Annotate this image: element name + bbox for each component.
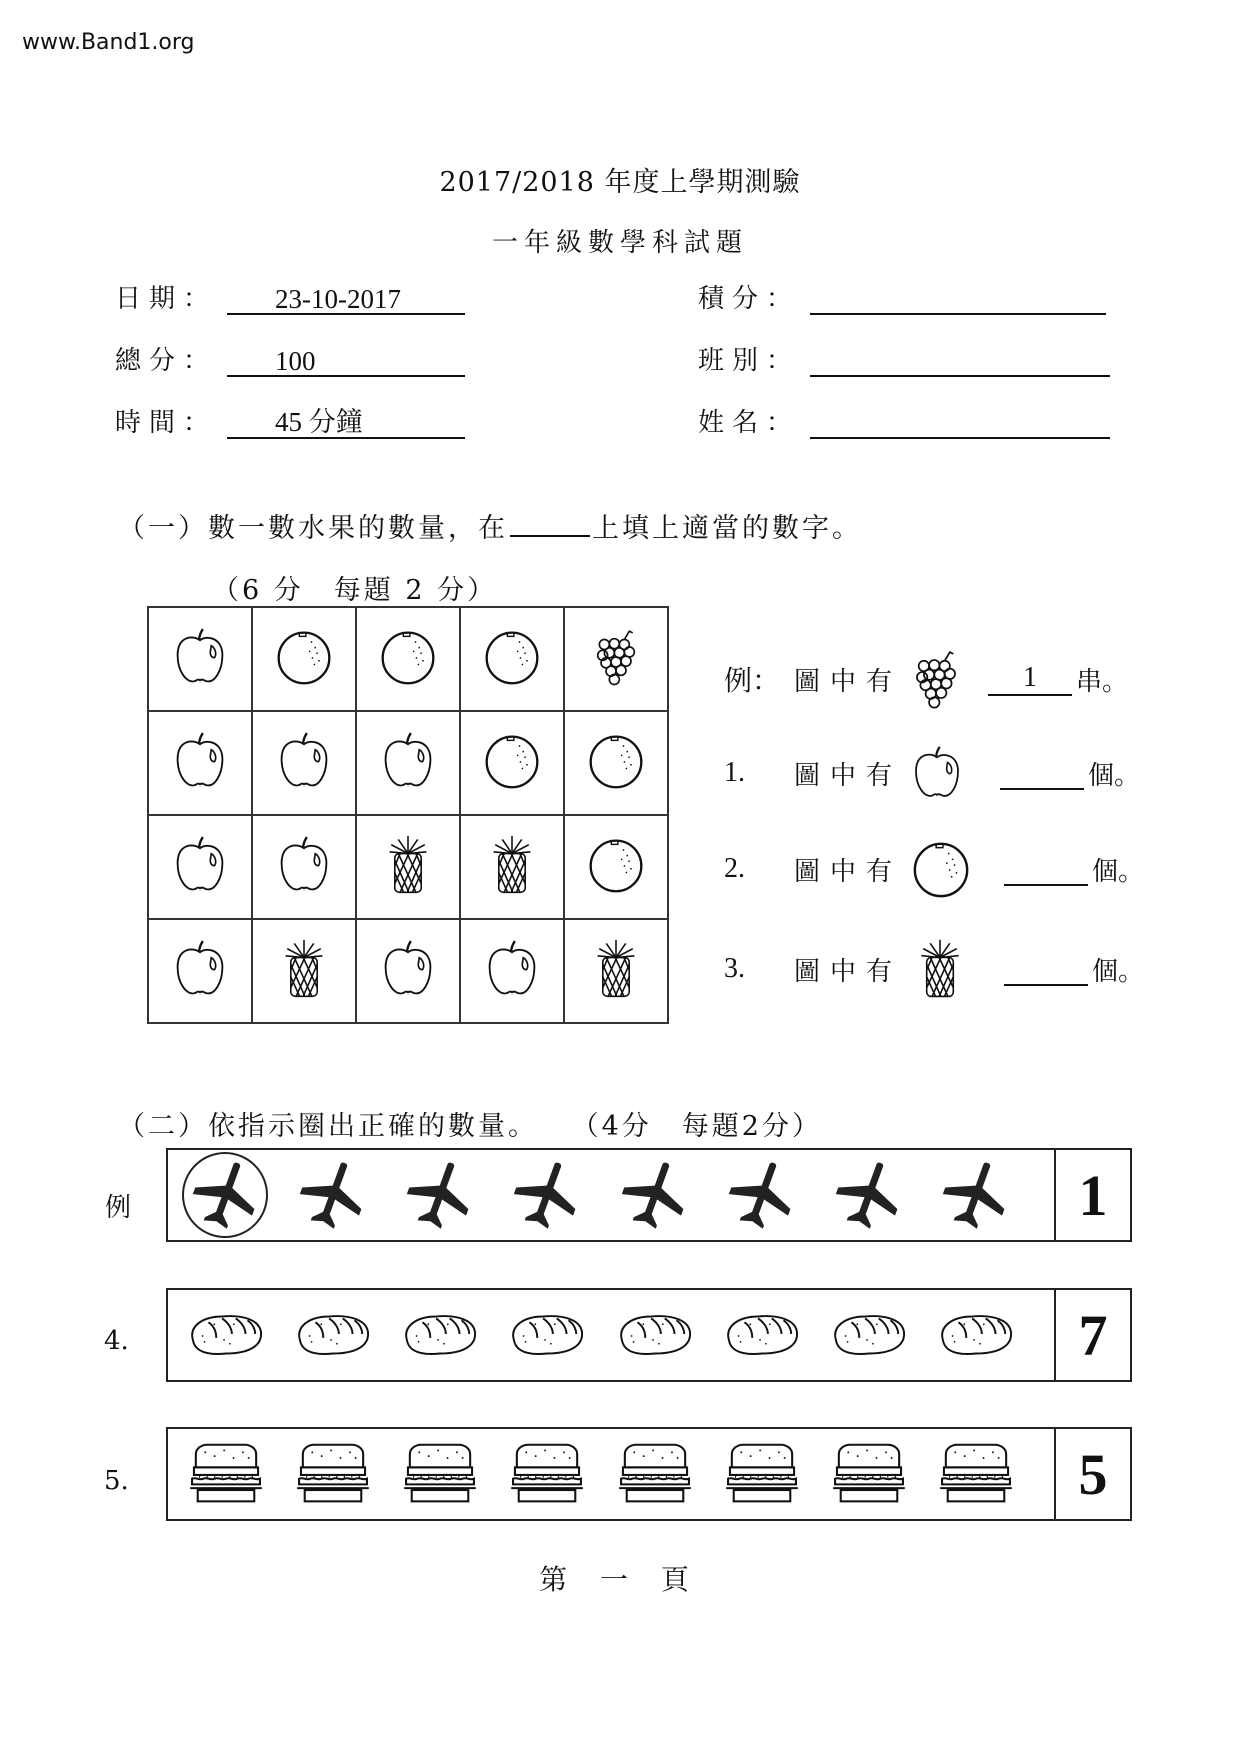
question-text: 圖中有 [794, 666, 903, 697]
grapes-icon [910, 645, 962, 713]
grid-cell [356, 919, 460, 1023]
grid-cell [564, 815, 668, 919]
grid-row [148, 607, 668, 711]
burger-icon [829, 1441, 909, 1507]
target-count: 1 [1054, 1150, 1130, 1240]
grid-cell [460, 711, 564, 815]
strip-item[interactable] [718, 1431, 806, 1517]
orange-icon [586, 835, 646, 895]
strip-item[interactable] [396, 1152, 484, 1238]
strip-item[interactable] [396, 1292, 484, 1378]
score-field[interactable] [698, 278, 1106, 315]
date-label: 日期： [115, 284, 218, 314]
bread-strip [166, 1288, 1132, 1382]
grid-cell [564, 607, 668, 711]
airplane-strip [166, 1148, 1132, 1242]
exam-subtitle: 一年級數學科試題 [491, 228, 748, 258]
name-field[interactable] [698, 402, 1110, 439]
section1-marks: （6 分 每題 2 分） [212, 575, 498, 606]
section1-heading-pre: （一）數一數水果的數量，在 [118, 513, 508, 544]
class-field[interactable] [698, 340, 1110, 377]
strip-items [168, 1429, 1054, 1519]
answer-blank[interactable]: 1 [988, 662, 1072, 696]
burger-icon [186, 1441, 266, 1507]
section2-marks: （4分 每題2分） [571, 1111, 822, 1142]
pineapple-icon [916, 938, 964, 1000]
inline-blank [510, 511, 590, 537]
grid-cell [252, 711, 356, 815]
apple-icon [910, 745, 964, 801]
airplane-icon [834, 1160, 904, 1230]
airplane-icon [512, 1160, 582, 1230]
question-2 [724, 838, 1144, 900]
strip-items [168, 1150, 1054, 1240]
orange-icon [910, 838, 972, 900]
burger-icon [293, 1441, 373, 1507]
apple-icon [484, 939, 540, 999]
strip-item[interactable] [932, 1152, 1020, 1238]
strip-item[interactable] [611, 1431, 699, 1517]
score-label: 積分： [698, 284, 801, 314]
bread-icon [187, 1310, 265, 1360]
answer-blank[interactable] [1004, 852, 1088, 886]
strip-item[interactable] [718, 1292, 806, 1378]
question-number: 例： [724, 666, 781, 697]
apple-icon [172, 835, 228, 895]
bread-icon [937, 1310, 1015, 1360]
row-label: 例 [105, 1193, 132, 1223]
orange-icon [586, 731, 646, 791]
grid-cell [252, 815, 356, 919]
grid-cell [252, 919, 356, 1023]
strip-item[interactable] [182, 1152, 270, 1238]
strip-item[interactable] [825, 1431, 913, 1517]
total-marks-field [115, 340, 465, 377]
grid-cell [564, 919, 668, 1023]
unit-label: 個。 [1092, 956, 1145, 987]
question-number: 1. [724, 757, 745, 788]
question-example [724, 645, 1128, 713]
strip-item[interactable] [932, 1292, 1020, 1378]
time-label: 時間： [115, 408, 218, 438]
grapes-icon [591, 625, 641, 689]
apple-icon [380, 939, 436, 999]
exam-title: 2017/2018 年度上學期測驗 [439, 167, 801, 198]
name-label: 姓名： [698, 408, 801, 438]
burger-icon [615, 1441, 695, 1507]
question-3 [724, 938, 1144, 1000]
strip-item[interactable] [289, 1152, 377, 1238]
strip-item[interactable] [825, 1152, 913, 1238]
row-label: 5. [104, 1466, 129, 1496]
apple-icon [172, 731, 228, 791]
date-field [115, 278, 465, 315]
grid-cell [148, 607, 252, 711]
target-count: 7 [1054, 1290, 1130, 1380]
grid-cell [564, 711, 668, 815]
strip-item[interactable] [289, 1292, 377, 1378]
grid-cell [356, 607, 460, 711]
answer-circle [182, 1152, 268, 1238]
bread-icon [830, 1310, 908, 1360]
section2-heading-text: （二）依指示圈出正確的數量。 [118, 1111, 538, 1142]
apple-icon [276, 835, 332, 895]
section2-heading [118, 1104, 822, 1143]
strip-item[interactable] [182, 1431, 270, 1517]
strip-item[interactable] [718, 1152, 806, 1238]
class-label: 班別： [698, 346, 801, 376]
grid-cell [356, 711, 460, 815]
strip-item[interactable] [611, 1152, 699, 1238]
answer-blank[interactable] [1004, 952, 1088, 986]
grid-cell [460, 607, 564, 711]
question-1 [724, 745, 1140, 801]
strip-item[interactable] [503, 1152, 591, 1238]
pineapple-icon [594, 938, 638, 1000]
unit-label: 個。 [1092, 856, 1145, 887]
strip-items [168, 1290, 1054, 1380]
burger-icon [722, 1441, 802, 1507]
grid-cell [356, 815, 460, 919]
bread-icon [401, 1310, 479, 1360]
pineapple-icon [386, 834, 430, 896]
airplane-icon [941, 1160, 1011, 1230]
target-count: 5 [1054, 1429, 1130, 1519]
pineapple-icon [490, 834, 534, 896]
orange-icon [378, 627, 438, 687]
section1-heading-post: 上填上適當的數字。 [592, 513, 862, 544]
grid-cell [252, 607, 356, 711]
bread-icon [508, 1310, 586, 1360]
question-text: 圖中有 [794, 760, 903, 791]
question-number: 2. [724, 853, 745, 884]
unit-label: 個。 [1088, 760, 1141, 791]
strip-item[interactable] [182, 1292, 270, 1378]
date-value: 23-10-2017 [275, 284, 401, 314]
burger-icon [936, 1441, 1016, 1507]
grid-cell [148, 815, 252, 919]
time-field [115, 402, 465, 439]
time-value: 45 分鐘 [275, 407, 363, 437]
fruit-grid [147, 606, 669, 1024]
airplane-icon [298, 1160, 368, 1230]
answer-blank[interactable] [1000, 756, 1084, 790]
strip-item[interactable] [611, 1292, 699, 1378]
strip-item[interactable] [396, 1431, 484, 1517]
row-label: 4. [104, 1326, 129, 1356]
strip-item[interactable] [932, 1431, 1020, 1517]
airplane-icon [620, 1160, 690, 1230]
airplane-icon [405, 1160, 475, 1230]
bread-icon [294, 1310, 372, 1360]
total-marks-value: 100 [275, 346, 316, 376]
question-text: 圖中有 [794, 856, 903, 887]
apple-icon [172, 627, 228, 687]
apple-icon [276, 731, 332, 791]
question-number: 3. [724, 953, 745, 984]
orange-icon [482, 731, 542, 791]
grid-row [148, 815, 668, 919]
grid-cell [460, 919, 564, 1023]
airplane-icon [727, 1160, 797, 1230]
grid-row [148, 919, 668, 1023]
grid-cell [148, 711, 252, 815]
burger-icon [507, 1441, 587, 1507]
bread-icon [723, 1310, 801, 1360]
burger-strip [166, 1427, 1132, 1521]
burger-icon [400, 1441, 480, 1507]
strip-item[interactable] [289, 1431, 377, 1517]
total-marks-label: 總分： [115, 346, 218, 376]
apple-icon [380, 731, 436, 791]
section1-heading [118, 506, 862, 545]
apple-icon [172, 939, 228, 999]
pineapple-icon [282, 938, 326, 1000]
unit-label: 串。 [1076, 666, 1129, 697]
watermark-url: www.Band1.org [22, 30, 195, 55]
grid-row [148, 711, 668, 815]
strip-item[interactable] [503, 1431, 591, 1517]
strip-item[interactable] [825, 1292, 913, 1378]
page-footer: 第 一 頁 [539, 1563, 701, 1596]
grid-cell [148, 919, 252, 1023]
question-text: 圖中有 [794, 956, 903, 987]
bread-icon [616, 1310, 694, 1360]
strip-item[interactable] [503, 1292, 591, 1378]
grid-cell [460, 815, 564, 919]
orange-icon [274, 627, 334, 687]
orange-icon [482, 627, 542, 687]
